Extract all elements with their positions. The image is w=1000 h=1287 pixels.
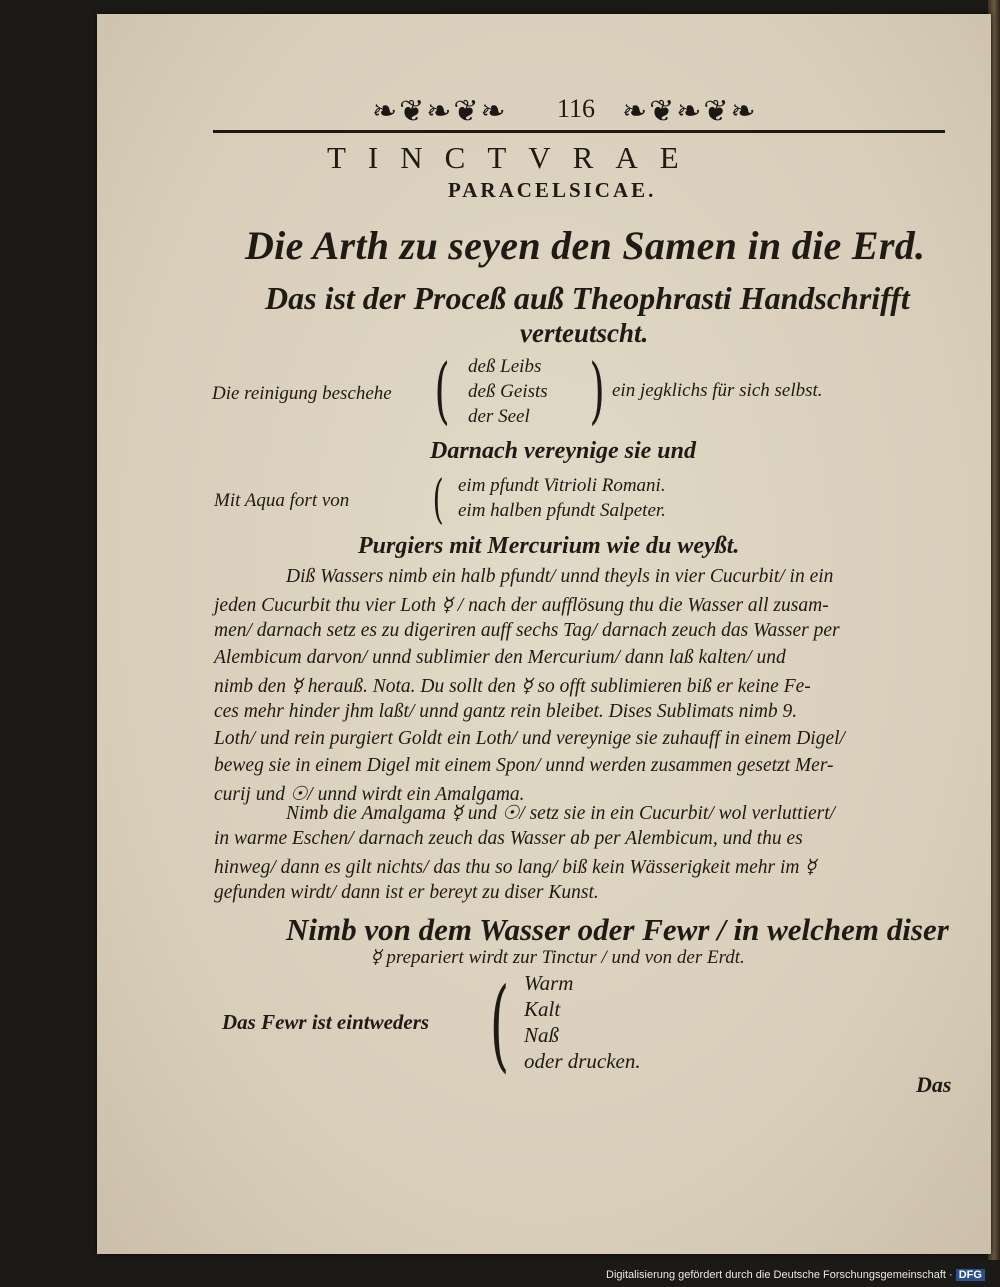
paragraph-line: Diß Wassers nimb ein halb pfundt/ unnd theyls in vier Cucurbit/ in ein [286, 566, 834, 587]
fire-lead: Das Fewr ist eintweders [222, 1010, 430, 1034]
aqua-bracket: ( [432, 470, 444, 530]
paragraph-line: ces mehr hinder jhm laßt/ unnd gantz rein bleibet. Dises Sublimats nimb 9. [214, 701, 798, 722]
paragraph-line: Loth/ und rein purgiert Goldt ein Loth/ und vereynige sie zuhauff in einem Digel/ [214, 728, 845, 749]
purify-tail: ein jegklichs für sich selbst. [612, 380, 823, 401]
title-line-2: PARACELSICAE. [448, 178, 657, 202]
heading-nimb: Nimb von dem Wasser oder Fewr / in welchem diser [286, 912, 949, 947]
heading-purgiers: Purgiers mit Mercurium wie du weyßt. [358, 533, 740, 559]
paragraph-line: Alembicum darvon/ unnd sublimier den Mercurium/ dann laß kalten/ und [214, 647, 786, 668]
paragraph-line: in warme Eschen/ darnach zeuch das Wasser ab per Alembicum, und thu es [214, 828, 803, 849]
paragraph-line: hinweg/ dann es gilt nichts/ das thu so lang/ biß kein Wässerigkeit mehr im ☿ [214, 857, 817, 878]
purify-item: deß Leibs [468, 356, 542, 377]
paragraph-line: men/ darnach setz es zu digeriren auff sechs Tag/ darnach zeuch das Wasser per [214, 620, 840, 641]
digitization-credit [606, 1269, 985, 1281]
paragraph-line: beweg sie in einem Digel mit einem Spon/ unnd werden zusammen gesetzt Mer- [214, 755, 834, 776]
heading-nimb-sub: ☿ prepariert wirdt zur Tinctur / und von der Erdt. [370, 947, 745, 968]
paragraph-line: curij und ☉/ unnd wirdt ein Amalgama. [214, 784, 525, 805]
paragraph-line: Nimb die Amalgama ☿ und ☉/ setz sie in ein Cucurbit/ wol verluttiert/ [286, 803, 836, 824]
paragraph-line: jeden Cucurbit thu vier Loth ☿ / nach der aufflösung thu die Wasser all zusam- [214, 595, 829, 616]
page-number: 116 [557, 94, 596, 123]
fire-item: Naß [524, 1023, 560, 1047]
aqua-item: eim halben pfundt Salpeter. [458, 500, 666, 521]
heading-vereynige: Darnach vereynige sie und [430, 438, 696, 464]
digitization-credit-text: Digitalisierung gefördert durch die Deutsche Forschungsgemeinschaft · [606, 1269, 953, 1281]
header-ornament-right: ❧❦❧❦❧ [622, 94, 758, 129]
aqua-item: eim pfundt Vitrioli Romani. [458, 475, 666, 496]
fire-item: Kalt [524, 997, 561, 1021]
heading-arth: Die Arth zu seyen den Samen in die Erd. [245, 223, 926, 268]
purify-close-bracket: ) [589, 348, 605, 432]
catchword: Das [916, 1072, 952, 1097]
dfg-logo: DFG [956, 1269, 985, 1281]
header-rule [213, 130, 945, 133]
heading-verteutscht: verteutscht. [520, 318, 649, 348]
heading-process: Das ist der Proceß auß Theophrasti Handschrifft [265, 280, 910, 316]
purify-lead: Die reinigung beschehe [212, 383, 392, 404]
fire-bracket: ( [489, 966, 510, 1083]
header-ornament-left: ❧❦❧❦❧ [372, 94, 508, 129]
aqua-lead: Mit Aqua fort von [214, 490, 350, 511]
purify-open-bracket: ( [434, 348, 450, 432]
paragraph-line: gefunden wirdt/ dann ist er bereyt zu diser Kunst. [214, 882, 599, 903]
fire-item: oder drucken. [524, 1049, 641, 1073]
purify-item: der Seel [468, 406, 530, 427]
paragraph-line: nimb den ☿ herauß. Nota. Du sollt den ☿ so offt sublimieren biß er keine Fe- [214, 676, 811, 697]
fire-item: Warm [524, 971, 574, 995]
purify-item: deß Geists [468, 381, 548, 402]
title-line-1: TINCTVRAE [327, 140, 701, 175]
